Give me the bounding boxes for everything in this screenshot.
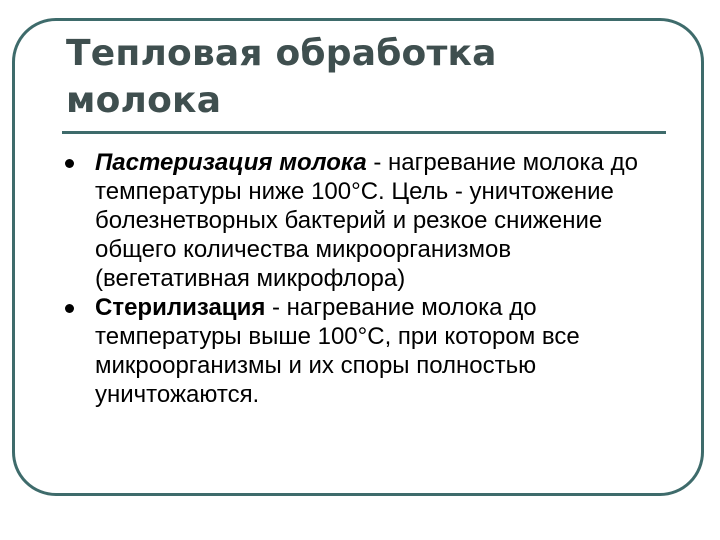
definition-pasteurization: - нагревание молока до температуры ниже 100°С. Цель - уничтожение болезнетворных бактерий и резкое снижение общего количества микроорганизмов (вегетативная микрофлора)	[95, 149, 638, 292]
list-item-sterilization	[62, 293, 662, 409]
definition-sterilization: - нагревание молока до температуры выше 100°С, при котором все микроорганизмы и их споры полностью уничтожаются.	[95, 294, 580, 408]
term-sterilization: Стерилизация	[95, 294, 266, 321]
bullet-icon	[65, 304, 74, 313]
title-line-1: Тепловая обработка	[66, 33, 497, 74]
title-line-2: молока	[66, 80, 222, 121]
list-item-pasteurization	[62, 148, 662, 293]
term-pasteurization: Пастеризация молока	[95, 149, 367, 176]
bullet-list	[62, 148, 662, 409]
slide-title	[66, 30, 497, 124]
title-underline	[62, 131, 666, 134]
bullet-icon	[65, 159, 74, 168]
